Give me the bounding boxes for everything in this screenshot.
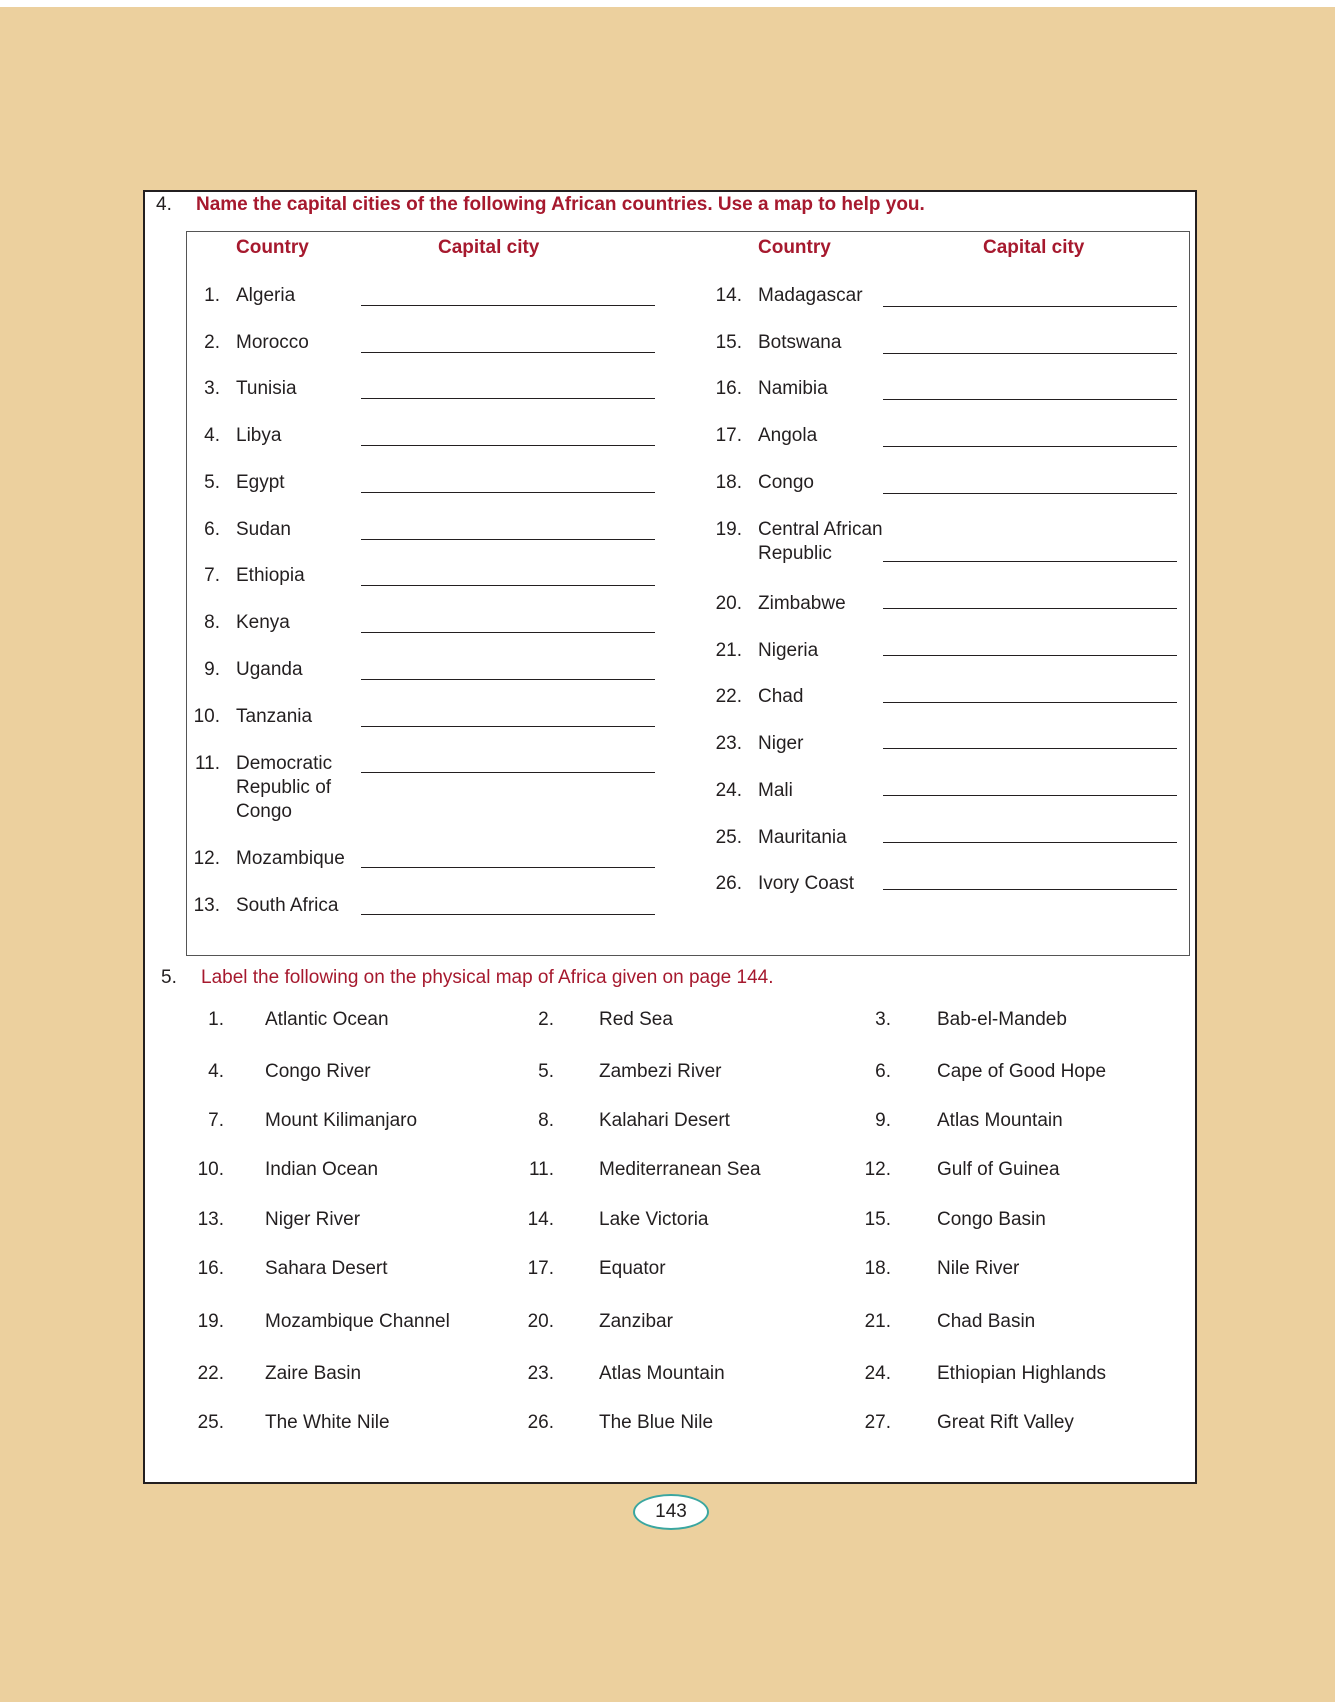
country-name: Tunisia <box>236 378 297 399</box>
capital-answer-line[interactable] <box>361 539 655 540</box>
map-label-number: 27. <box>864 1412 891 1433</box>
map-label-number: 25. <box>197 1412 224 1433</box>
country-name: Egypt <box>236 472 285 493</box>
country-name: Mali <box>758 780 793 801</box>
country-row-number: 2. <box>204 332 220 353</box>
country-name: Republic <box>758 543 832 564</box>
map-label-number: 2. <box>538 1009 554 1030</box>
map-label-text: Mount Kilimanjaro <box>265 1110 418 1131</box>
map-label-text: Zanzibar <box>599 1311 673 1332</box>
country-name: Kenya <box>236 612 290 633</box>
country-name: Ivory Coast <box>758 873 855 894</box>
map-label-number: 17. <box>527 1258 554 1279</box>
map-label-number: 18. <box>864 1258 891 1279</box>
map-label-number: 12. <box>864 1159 891 1180</box>
capital-answer-line[interactable] <box>883 748 1177 749</box>
country-name: Angola <box>758 425 818 446</box>
country-name: Uganda <box>236 659 303 680</box>
map-label-text: Nile River <box>937 1258 1020 1279</box>
map-label-text: Indian Ocean <box>265 1159 379 1180</box>
map-label-text: Congo River <box>265 1061 371 1082</box>
map-label-text: Lake Victoria <box>599 1209 709 1230</box>
header-capital-left: Capital city <box>438 237 540 258</box>
country-row-number: 11. <box>194 753 220 774</box>
page-right-strip <box>1335 0 1342 1702</box>
country-row-number: 10. <box>193 706 220 727</box>
country-name: Morocco <box>236 332 309 353</box>
map-label-text: Congo Basin <box>937 1209 1046 1230</box>
country-row-number: 24. <box>715 780 742 801</box>
country-name: Botswana <box>758 332 842 353</box>
country-name: Libya <box>236 425 282 446</box>
map-label-text: Atlas Mountain <box>599 1363 725 1384</box>
map-label-text: Bab-el-Mandeb <box>937 1009 1067 1030</box>
map-label-text: Mediterranean Sea <box>599 1159 761 1180</box>
country-name: Namibia <box>758 378 828 399</box>
map-label-text: The White Nile <box>265 1412 390 1433</box>
capital-answer-line[interactable] <box>883 608 1177 609</box>
country-name: Sudan <box>236 519 291 540</box>
capital-answer-line[interactable] <box>361 305 655 306</box>
capital-answer-line[interactable] <box>883 561 1177 562</box>
map-label-text: Great Rift Valley <box>937 1412 1074 1433</box>
question-4-instruction: Name the capital cities of the following African countries. Use a map to help you. <box>196 194 925 215</box>
country-row-number: 8. <box>204 612 220 633</box>
country-name: Zimbabwe <box>758 593 846 614</box>
capital-answer-line[interactable] <box>883 399 1177 400</box>
capital-answer-line[interactable] <box>361 445 655 446</box>
country-name: Niger <box>758 733 804 754</box>
country-row-number: 20. <box>715 593 742 614</box>
map-label-number: 19. <box>197 1311 224 1332</box>
question-5-number: 5. <box>161 967 177 988</box>
country-row-number: 23. <box>715 733 742 754</box>
capital-answer-line[interactable] <box>361 726 655 727</box>
country-name: Algeria <box>236 285 296 306</box>
capital-answer-line[interactable] <box>883 353 1177 354</box>
country-name: Central African <box>758 519 883 540</box>
capital-answer-line[interactable] <box>361 585 655 586</box>
map-label-text: Ethiopian Highlands <box>937 1363 1107 1384</box>
country-name: Congo <box>236 801 292 822</box>
capital-answer-line[interactable] <box>361 632 655 633</box>
capital-answer-line[interactable] <box>361 679 655 680</box>
capital-answer-line[interactable] <box>361 914 655 915</box>
capital-answer-line[interactable] <box>361 492 655 493</box>
map-label-text: Zambezi River <box>599 1061 722 1082</box>
map-label-number: 21. <box>864 1311 891 1332</box>
country-name: Madagascar <box>758 285 863 306</box>
map-label-number: 11. <box>528 1159 554 1180</box>
map-label-text: Zaire Basin <box>265 1363 362 1384</box>
capital-answer-line[interactable] <box>361 772 655 773</box>
map-label-text: Atlas Mountain <box>937 1110 1063 1131</box>
country-row-number: 13. <box>193 895 220 916</box>
country-row-number: 1. <box>204 285 220 306</box>
capital-answer-line[interactable] <box>883 306 1177 307</box>
map-label-number: 16. <box>197 1258 224 1279</box>
map-label-text: Cape of Good Hope <box>937 1061 1107 1082</box>
country-row-number: 7. <box>204 565 220 586</box>
country-row-number: 14. <box>715 285 742 306</box>
country-name: Democratic <box>236 753 333 774</box>
map-label-number: 4. <box>208 1061 224 1082</box>
country-name: Nigeria <box>758 640 819 661</box>
country-row-number: 25. <box>715 827 742 848</box>
header-country-right: Country <box>758 237 831 258</box>
map-label-text: Niger River <box>265 1209 361 1230</box>
capital-answer-line[interactable] <box>883 493 1177 494</box>
country-name: Ethiopia <box>236 565 305 586</box>
map-label-number: 1. <box>208 1009 224 1030</box>
country-name: Congo <box>758 472 814 493</box>
map-label-text: Atlantic Ocean <box>265 1009 389 1030</box>
country-row-number: 5. <box>204 472 220 493</box>
country-name: Republic of <box>236 777 332 798</box>
map-label-text: Gulf of Guinea <box>937 1159 1060 1180</box>
page-top-strip <box>0 0 1342 7</box>
header-capital-right: Capital city <box>983 237 1085 258</box>
map-label-text: Chad Basin <box>937 1311 1036 1332</box>
country-row-number: 15. <box>715 332 742 353</box>
header-country-left: Country <box>236 237 309 258</box>
map-label-text: Sahara Desert <box>265 1258 388 1279</box>
map-label-number: 3. <box>875 1009 891 1030</box>
capital-answer-line[interactable] <box>883 702 1177 703</box>
map-label-text: The Blue Nile <box>599 1412 714 1433</box>
map-label-number: 8. <box>538 1110 554 1131</box>
map-label-text: Red Sea <box>599 1009 673 1030</box>
map-label-text: Equator <box>599 1258 666 1279</box>
map-label-number: 9. <box>875 1110 891 1131</box>
country-row-number: 26. <box>715 873 742 894</box>
country-row-number: 4. <box>204 425 220 446</box>
map-label-number: 24. <box>864 1363 891 1384</box>
country-row-number: 6. <box>204 519 220 540</box>
country-row-number: 19. <box>715 519 742 540</box>
country-name: Mauritania <box>758 827 847 848</box>
country-row-number: 18. <box>715 472 742 493</box>
map-label-text: Kalahari Desert <box>599 1110 730 1131</box>
map-label-number: 22. <box>197 1363 224 1384</box>
country-name: South Africa <box>236 895 339 916</box>
country-row-number: 17. <box>715 425 742 446</box>
map-label-number: 15. <box>864 1209 891 1230</box>
country-row-number: 12. <box>193 848 220 869</box>
map-label-text: Mozambique Channel <box>265 1311 450 1332</box>
capital-answer-line[interactable] <box>361 398 655 399</box>
question-4-number: 4. <box>156 194 172 215</box>
country-row-number: 22. <box>715 686 742 707</box>
map-label-number: 20. <box>527 1311 554 1332</box>
country-name: Mozambique <box>236 848 345 869</box>
question-5-instruction: Label the following on the physical map of Africa given on page 144. <box>201 967 774 988</box>
page-number-badge: 143 <box>633 1494 709 1530</box>
country-row-number: 16. <box>715 378 742 399</box>
map-label-number: 5. <box>538 1061 554 1082</box>
country-name: Tanzania <box>236 706 313 727</box>
country-row-number: 3. <box>204 378 220 399</box>
capital-answer-line[interactable] <box>361 352 655 353</box>
capital-answer-line[interactable] <box>883 655 1177 656</box>
map-label-number: 6. <box>875 1061 891 1082</box>
map-label-number: 14. <box>527 1209 554 1230</box>
country-row-number: 9. <box>204 659 220 680</box>
country-row-number: 21. <box>715 640 742 661</box>
map-label-number: 26. <box>527 1412 554 1433</box>
capital-answer-line[interactable] <box>883 889 1177 890</box>
capital-answer-line[interactable] <box>883 795 1177 796</box>
map-label-number: 23. <box>527 1363 554 1384</box>
country-name: Chad <box>758 686 804 707</box>
capital-answer-line[interactable] <box>883 446 1177 447</box>
map-label-number: 10. <box>197 1159 224 1180</box>
map-label-number: 7. <box>208 1110 224 1131</box>
capital-answer-line[interactable] <box>883 842 1177 843</box>
map-label-number: 13. <box>197 1209 224 1230</box>
capital-answer-line[interactable] <box>361 867 655 868</box>
